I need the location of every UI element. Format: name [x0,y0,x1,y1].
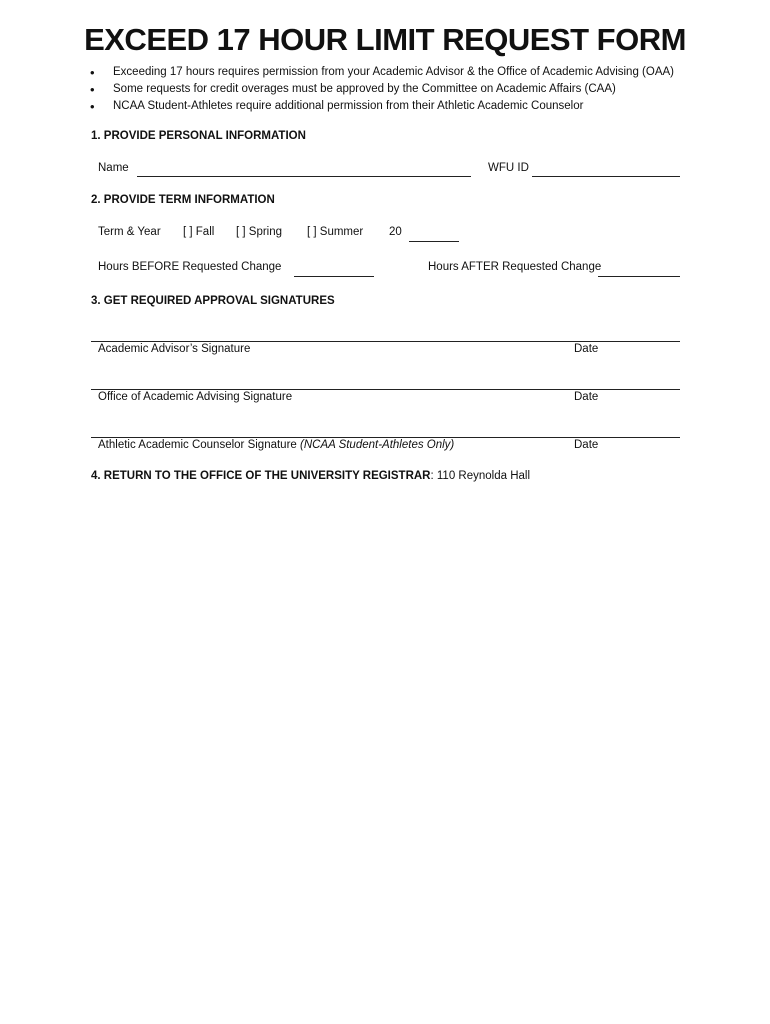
name-field[interactable] [137,176,471,177]
requirement-item: • NCAA Student-Athletes require additional permission from their Athletic Academic Counselor [90,98,674,115]
section-heading-personal: 1. PROVIDE PERSONAL INFORMATION [91,130,306,142]
advisor-date-label: Date [574,343,599,355]
name-label: Name [98,162,129,174]
term-year-label: Term & Year [98,226,161,238]
athletic-signature-label [98,439,454,451]
requirement-item: • Exceeding 17 hours requires permission from your Academic Advisor & the Office of Academic Advising (OAA) [90,64,674,81]
return-location: : 110 Reynolda Hall [430,470,531,482]
requirements-list [90,64,674,115]
athletic-signature-note: (NCAA Student-Athletes Only) [300,439,455,451]
summer-checkbox[interactable]: [ ] Summer [307,226,364,238]
fall-checkbox[interactable]: [ ] Fall [183,226,215,238]
requirement-item: • Some requests for credit overages must be approved by the Committee on Academic Affairs (CAA) [90,81,674,98]
return-heading: 4. RETURN TO THE OFFICE OF THE UNIVERSITY REGISTRAR [91,470,431,482]
advisor-signature-line[interactable] [91,341,680,342]
wfu-id-field[interactable] [532,176,680,177]
oaa-signature-line[interactable] [91,389,680,390]
athletic-signature-line[interactable] [91,437,680,438]
wfu-id-label: WFU ID [488,162,529,174]
year-prefix: 20 [389,226,402,238]
section-heading-signatures: 3. GET REQUIRED APPROVAL SIGNATURES [91,295,335,307]
hours-before-label: Hours BEFORE Requested Change [98,261,282,273]
section-heading-term: 2. PROVIDE TERM INFORMATION [91,194,275,206]
oaa-date-label: Date [574,391,599,403]
hours-after-label: Hours AFTER Requested Change [428,261,602,273]
year-field[interactable] [409,241,459,242]
hours-before-field[interactable] [294,276,374,277]
form-title: EXCEED 17 HOUR LIMIT REQUEST FORM [84,22,686,57]
advisor-signature-label: Academic Advisor’s Signature [98,343,251,355]
return-instructions [91,470,530,482]
athletic-date-label: Date [574,439,599,451]
athletic-signature-text: Athletic Academic Counselor Signature [98,439,297,451]
hours-after-field[interactable] [598,276,680,277]
spring-checkbox[interactable]: [ ] Spring [236,226,283,238]
oaa-signature-label: Office of Academic Advising Signature [98,391,293,403]
